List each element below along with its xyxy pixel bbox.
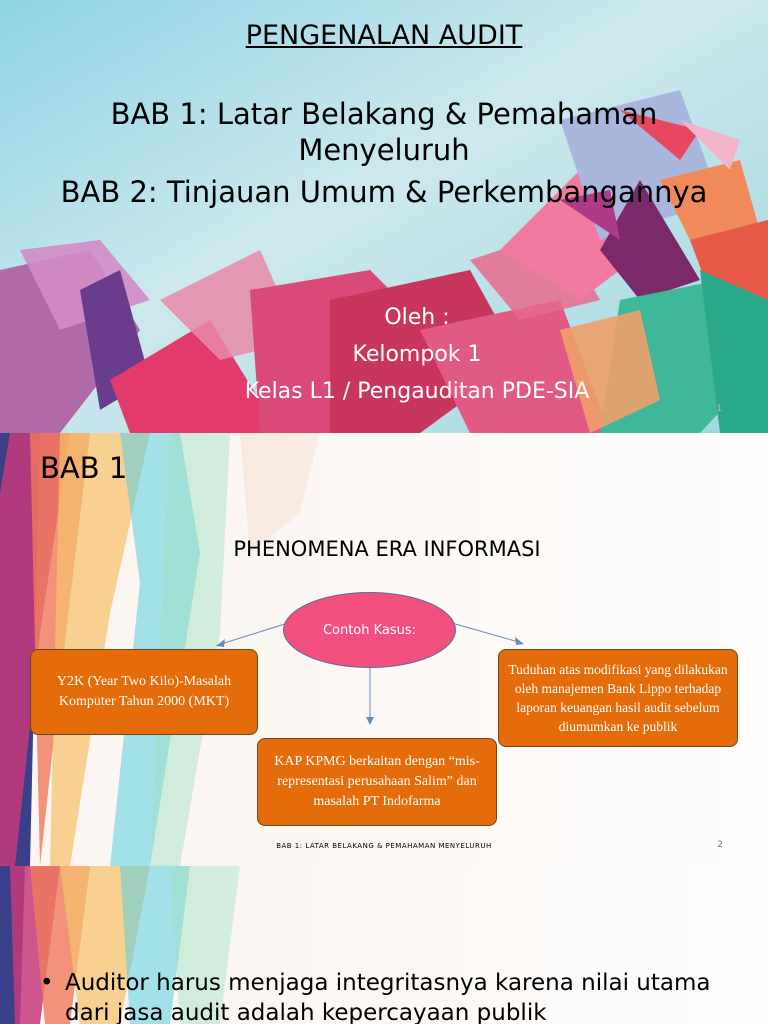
chapter-2-heading: BAB 2: Tinjauan Umum & Perkembangannya	[60, 175, 708, 209]
slide-title: PENGENALAN AUDIT	[245, 20, 523, 51]
slide-1	[0, 0, 768, 433]
bullet-point	[40, 968, 740, 1024]
page-number: 1	[716, 404, 722, 414]
page-number: 2	[717, 840, 723, 850]
group-name: Kelompok 1	[352, 342, 482, 367]
center-node-label: Contoh Kasus:	[322, 622, 417, 638]
slide-3	[0, 866, 768, 1024]
center-node	[283, 592, 456, 668]
slide-heading: BAB 1	[40, 451, 128, 485]
bullet-icon: •	[40, 970, 54, 996]
slide-footer: BAB 1: LATAR BELAKANG & PEMAHAMAN MENYELURUH	[276, 842, 492, 850]
chapter-1-heading: BAB 1: Latar Belakang & Pemahaman Menyeluruh	[110, 97, 658, 167]
slide-subtitle: PHENOMENA ERA INFORMASI	[233, 537, 541, 561]
slide-2	[0, 433, 768, 866]
case-node-y2k	[30, 649, 258, 735]
by-label: Oleh :	[384, 305, 450, 330]
class-name: Kelas L1 / Pengauditan PDE-SIA	[244, 379, 590, 404]
bullet-text: Auditor harus menjaga integritasnya karena nilai utama dari jasa audit adalah kepercayaan publik	[65, 970, 711, 1024]
case-node-label: Tuduhan atas modifikasi yang dilakukan oleh manajemen Bank Lippo terhadap laporan keuangan hasil audit sebelum diumumkan ke publik	[508, 662, 728, 734]
case-node-lippo	[498, 649, 738, 747]
case-node-label: Y2K (Year Two Kilo)-Masalah Komputer Tahun 2000 (MKT)	[56, 674, 232, 709]
case-node-kpmg	[257, 738, 497, 826]
case-node-label: KAP KPMG berkaitan dengan “mis-representasi perusahaan Salim” dan masalah PT Indofarma	[274, 754, 480, 809]
